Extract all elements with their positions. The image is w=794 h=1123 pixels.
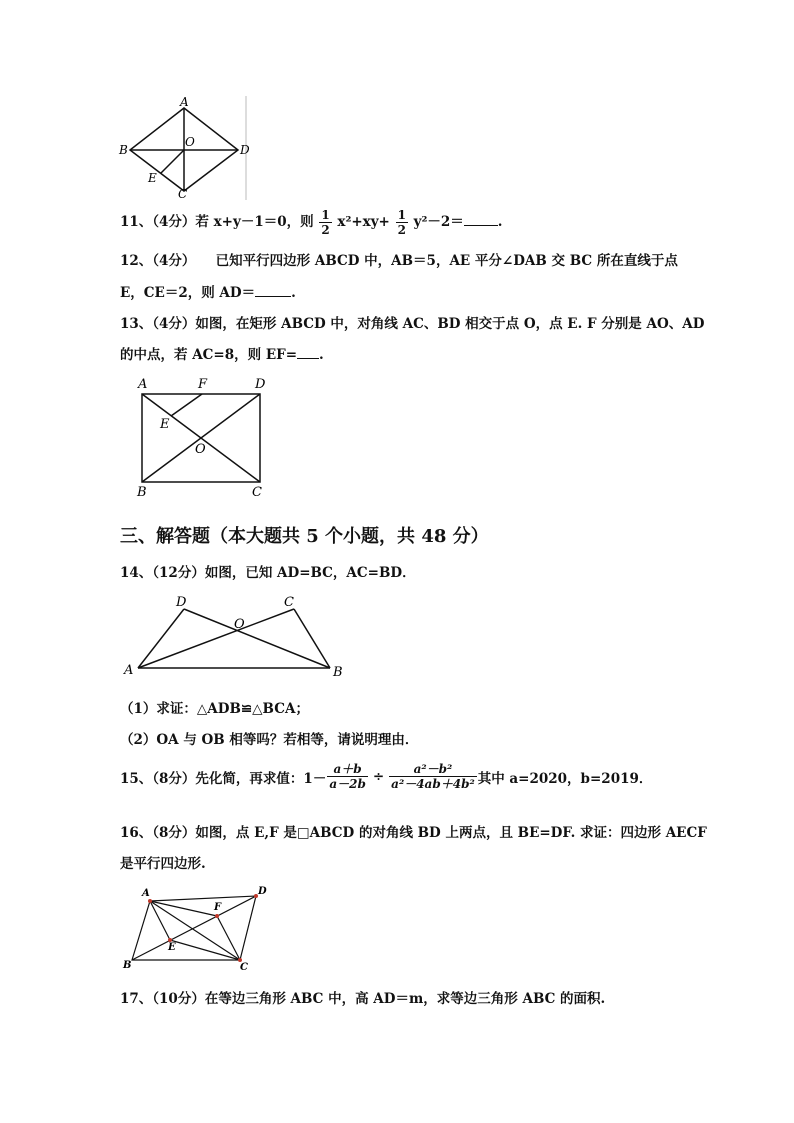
label-A: A	[180, 96, 189, 109]
question-12-line2: E，CE＝2，则 AD＝ .	[120, 285, 296, 301]
label-E: E	[168, 942, 176, 953]
question-16-line1: 16、（8分）如图，点 E,F 是□ABCD 的对角线 BD 上两点，且 BE=DF. 求证：四边形 AECF	[120, 825, 707, 841]
label-C: C	[240, 962, 248, 973]
label-O: O	[234, 617, 245, 632]
question-14-part2: （2）OA 与 OB 相等吗？若相等，请说明理由．	[120, 732, 419, 748]
question-17: 17、（10分）在等边三角形 ABC 中，高 AD＝m，求等边三角形 ABC 的面积.	[120, 991, 606, 1007]
label-A: A	[124, 663, 134, 678]
answer-blank	[464, 213, 498, 226]
label-F: F	[214, 902, 222, 913]
label-B: B	[123, 960, 132, 971]
question-13-line2: 的中点，若 AC=8，则 EF= .	[120, 347, 324, 363]
section-heading: 三、解答题（本大题共 5 个小题，共 48 分）	[120, 526, 489, 547]
label-B: B	[119, 143, 128, 157]
trapezoid-figure	[122, 592, 352, 682]
answer-blank	[255, 284, 291, 297]
question-14-part1: （1）求证：△ADB≌△BCA；	[120, 701, 309, 717]
rhombus-figure	[116, 96, 256, 200]
label-C: C	[178, 187, 188, 200]
label-E: E	[148, 171, 157, 185]
label-O: O	[195, 442, 206, 457]
question-11: 11、（4分）若 x+y－1＝0，则 $\frac{1}{2}$ x²+xy+ $\frac{1}{2}$ y²－2＝ .	[120, 208, 503, 237]
label-D: D	[176, 595, 187, 610]
label-F: F	[198, 377, 208, 392]
label-D: D	[258, 886, 267, 897]
label-E: E	[160, 417, 170, 432]
label-D: D	[240, 143, 250, 157]
rectangle-figure	[132, 374, 277, 502]
answer-blank	[297, 346, 319, 359]
label-A: A	[138, 377, 148, 392]
question-14: 14、（12分）如图，已知 AD=BC，AC=BD．	[120, 565, 416, 581]
label-D: D	[255, 377, 266, 392]
label-C: C	[284, 595, 294, 610]
parallelogram-figure	[118, 884, 273, 974]
label-C: C	[252, 485, 262, 500]
question-13-line1: 13、（4分）如图，在矩形 ABCD 中，对角线 AC、BD 相交于点 O，点 E. F 分别是 AO、AD	[120, 316, 705, 332]
label-O: O	[185, 135, 195, 149]
label-B: B	[333, 665, 343, 680]
label-A: A	[142, 888, 150, 899]
label-B: B	[137, 485, 147, 500]
question-16-line2: 是平行四边形.	[120, 856, 206, 872]
question-15: 15、（8分）先化简，再求值：1－ $\frac{a+b}{a-2b}$ ÷ $\frac{\text{a²－b²}}{\text{a²－4ab＋4b²}}$ 其中 a=2020，b=2019．	[120, 762, 653, 791]
question-12-line1: 12、（4分） 已知平行四边形 ABCD 中，AB＝5，AE 平分∠DAB 交 BC 所在直线于点	[120, 253, 678, 269]
